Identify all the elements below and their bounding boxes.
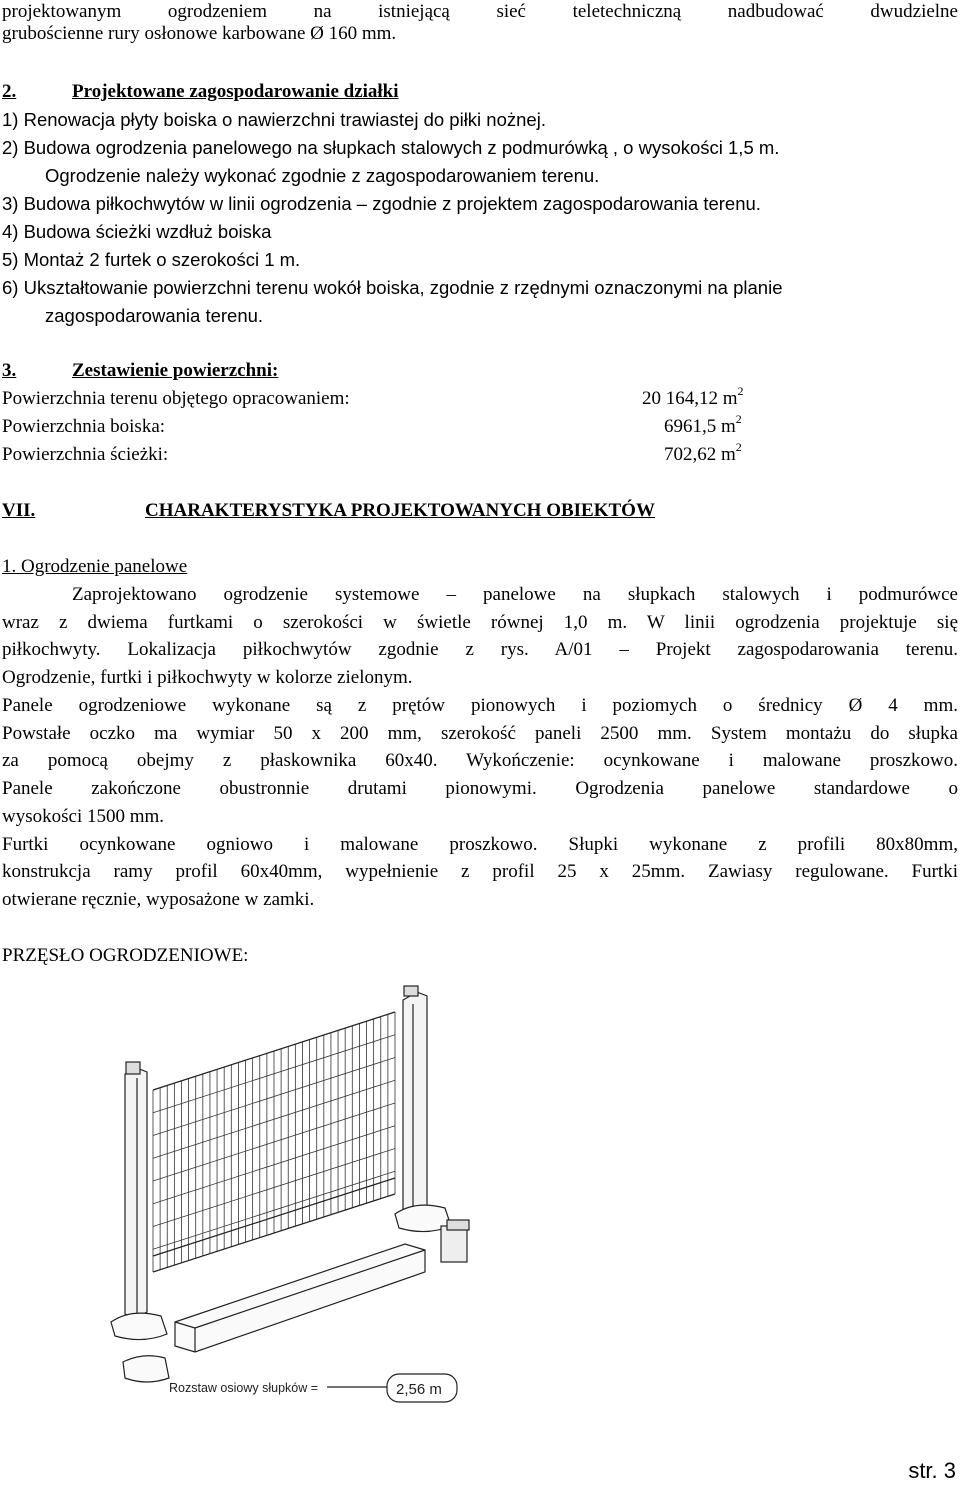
list-item: 2) Budowa ogrodzenia panelowego na słupkach stalowych z podmurówką , o wysokości 1,5 m. — [2, 137, 780, 158]
chapter-heading — [2, 499, 958, 523]
list-item-continuation: zagospodarowania terenu. — [45, 305, 264, 326]
area-value: 6961,5 $m^2$ — [664, 412, 742, 437]
paragraph-line: otwierane ręcznie, wyposażone w zamki. — [2, 889, 315, 910]
subsection-title: 1. Ogrodzenie panelowe — [2, 556, 188, 577]
paragraph-line: Panele ogrodzeniowe wykonane są z prętów pionowych i poziomych o średnicy Ø 4 mm. — [2, 695, 958, 716]
list-item: 5) Montaż 2 furtek o szerokości 1 m. — [2, 249, 301, 270]
paragraph-line: Powstałe oczko ma wymiar 50 x 200 mm, szerokość paneli 2500 mm. System montażu do słupka — [2, 723, 958, 744]
list-item: 1) Renowacja płyty boiska o nawierzchni trawiastej do piłki nożnej. — [2, 109, 546, 130]
paragraph-line: grubościenne rury osłonowe karbowane Ø 160 mm. — [2, 23, 397, 44]
area-label: Powierzchnia terenu objętego opracowaniem: — [2, 388, 350, 409]
area-value: 20 164,12 $m^2$ — [642, 384, 744, 409]
section-number: 2. — [2, 81, 17, 102]
paragraph-line: Ogrodzenie, furtki i piłkochwyty w kolorze zielonym. — [2, 667, 413, 688]
section-title: Projektowane zagospodarowanie działki — [72, 81, 399, 102]
list-item: 6) Ukształtowanie powierzchni terenu wokół boiska, zgodnie z rzędnymi oznaczonymi na planie — [2, 277, 783, 298]
paragraph-line: Panele zakończone obustronnie drutami pionowymi. Ogrodzenia panelowe standardowe o — [2, 778, 958, 799]
paragraph-line: Furtki ocynkowane ogniowo i malowane proszkowo. Słupki wykonane z profili 80x80mm, — [2, 834, 958, 855]
paragraph-line: konstrukcja ramy profil 60x40mm, wypełnienie z profil 25 x 25mm. Zawiasy regulowane. Furtki — [2, 861, 958, 882]
paragraph-line: Zaprojektowano ogrodzenie systemowe – panelowe na słupkach stalowych i podmurówce — [72, 584, 958, 605]
area-value: 702,62 $m^2$ — [664, 440, 742, 465]
section-heading — [2, 359, 278, 383]
area-row — [2, 412, 958, 439]
spacing-caption-label: Rozstaw osiowy słupków = — [169, 1381, 319, 1395]
paragraph-line: wraz z dwiema furtkami o szerokości w świetle równej 1,0 m. W linii ogrodzenia projektuje się — [2, 612, 958, 633]
area-label: Powierzchnia ścieżki: — [2, 444, 169, 465]
area-row — [2, 384, 958, 411]
page-number: str. 3 — [908, 1458, 956, 1483]
chapter-title: CHARAKTERYSTYKA PROJEKTOWANYCH OBIEKTÓW — [145, 500, 655, 521]
fence-panel-drawing — [95, 982, 535, 1422]
area-row — [2, 440, 958, 467]
drawing-title: PRZĘSŁO OGRODZENIOWE: — [2, 945, 249, 966]
section-number: 3. — [2, 360, 17, 381]
list-item: 3) Budowa piłkochwytów w linii ogrodzenia – zgodnie z projektem zagospodarowania terenu. — [2, 193, 761, 214]
paragraph-line: piłkochwyty. Lokalizacja piłkochwytów zgodnie z rys. A/01 – Projekt zagospodarowania terenu. — [2, 639, 958, 660]
paragraph-line: za pomocą obejmy z płaskownika 60x40. Wykończenie: ocynkowane i malowane proszkowo. — [2, 750, 958, 771]
list-item: 4) Budowa ścieżki wzdłuż boiska — [2, 221, 272, 242]
section-title: Zestawienie powierzchni: — [72, 360, 279, 381]
list-item-continuation: Ogrodzenie należy wykonać zgodnie z zagospodarowaniem terenu. — [45, 165, 600, 186]
paragraph-line: projektowanym ogrodzeniem na istniejącą sieć teletechniczną nadbudować dwudzielne — [2, 1, 958, 22]
section-heading — [2, 80, 399, 104]
paragraph-line: wysokości 1500 mm. — [2, 806, 165, 827]
chapter-number: VII. — [2, 500, 36, 521]
area-label: Powierzchnia boiska: — [2, 416, 166, 437]
spacing-caption-value: 2,56 m — [396, 1381, 442, 1398]
